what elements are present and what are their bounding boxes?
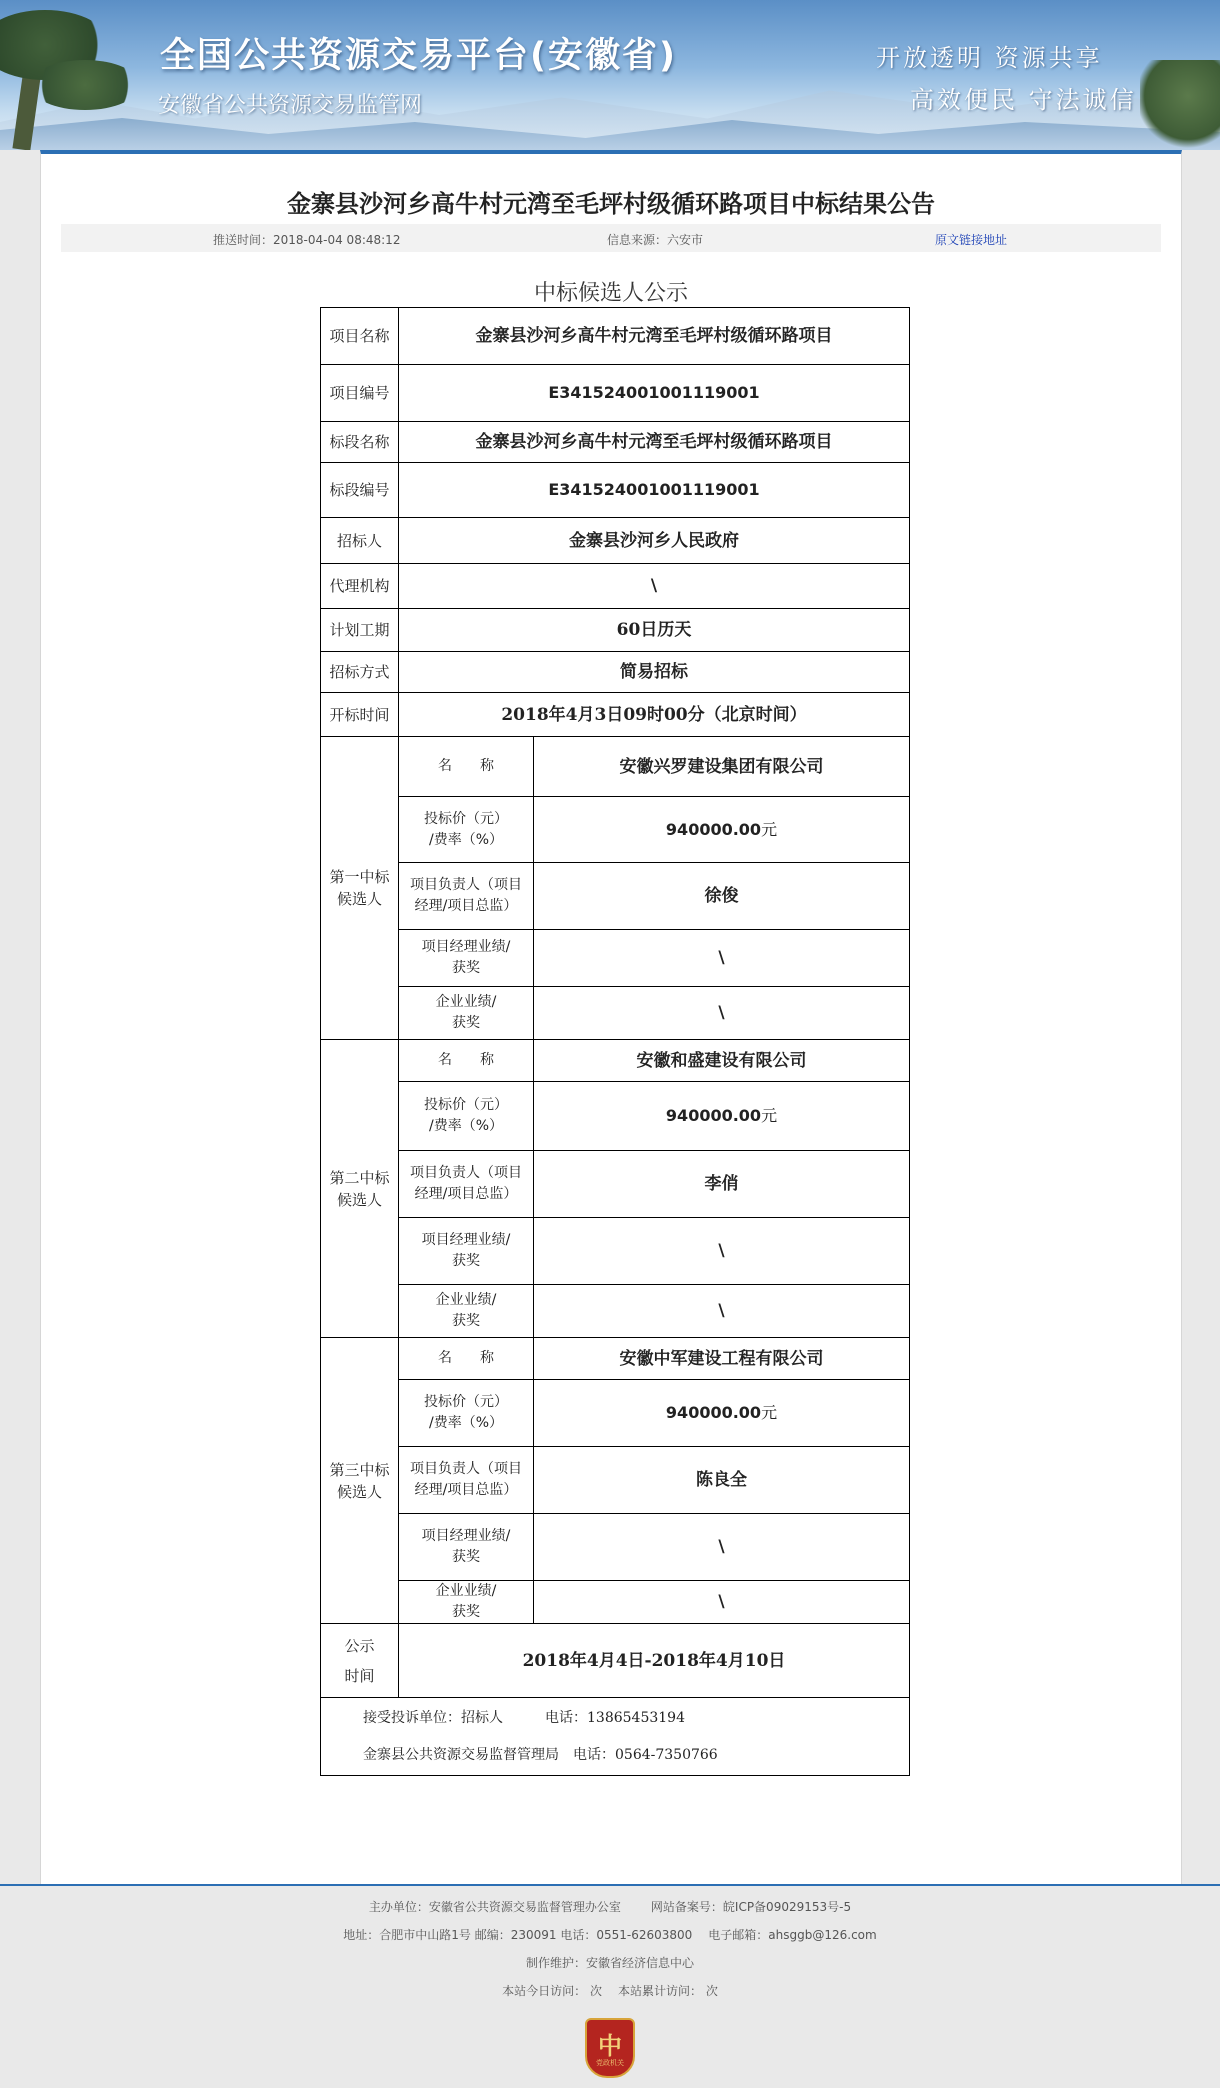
price-unit: 元 <box>761 1106 778 1125</box>
footer-line <box>0 1954 1220 1971</box>
label-line: 项目经理业绩/ <box>421 1232 511 1248</box>
badge-glyph: 中 <box>598 2032 622 2060</box>
label-line: 项目经理业绩/ <box>421 939 511 955</box>
label-line: 经理/项目总监） <box>414 1482 518 1498</box>
label-line: 企业业绩/ <box>435 994 497 1010</box>
company-perf-field-label <box>399 1285 534 1338</box>
candidate-2-company-perf: \ <box>534 1285 910 1338</box>
candidate-2-price-row <box>321 1082 910 1151</box>
visits-today: 本站今日访问： 次 <box>502 1984 602 1998</box>
label-line: /费率（%） <box>428 1415 504 1431</box>
candidate-label-line: 第一中标 <box>329 868 390 886</box>
price-field-label <box>399 797 534 863</box>
row-label: 招标方式 <box>321 652 399 693</box>
open-time-value: 2018年4月3日09时00分（北京时间） <box>399 693 910 737</box>
row-label: 项目名称 <box>321 308 399 365</box>
company-perf-field-label <box>399 1581 534 1624</box>
candidate-label-line: 候选人 <box>336 1190 382 1209</box>
row-label: 项目编号 <box>321 365 399 422</box>
slogan-line-1: 开放透明 资源共享 <box>876 44 1103 72</box>
manager-field-label <box>399 1447 534 1514</box>
project-name-value: 金寨县沙河乡高牛村元湾至毛坪村级循环路项目 <box>399 308 910 365</box>
label-line: 经理/项目总监） <box>414 898 518 914</box>
visits-total: 本站累计访问： 次 <box>618 1984 718 1998</box>
manager-field-label <box>399 863 534 930</box>
footer-address: 地址：合肥市中山路1号 邮编：230091 电话：0551-62603800 <box>343 1928 693 1942</box>
candidate-2-name: 安徽和盛建设有限公司 <box>534 1040 910 1082</box>
name-field-label: 名 称 <box>399 737 534 797</box>
footer-sponsor: 主办单位：安徽省公共资源交易监督管理办公室 <box>368 1900 621 1914</box>
duration-value: 60日历天 <box>399 609 910 652</box>
publicity-row <box>321 1624 910 1698</box>
candidate-1-manager-perf: \ <box>534 930 910 987</box>
label-line: /费率（%） <box>428 831 504 848</box>
manager-perf-field-label <box>399 1514 534 1581</box>
footer-email: 电子邮箱：ahsggb@126.com <box>708 1928 877 1942</box>
publicity-value: 2018年4月4日-2018年4月10日 <box>399 1624 910 1698</box>
candidate-label-line: 第二中标 <box>329 1168 390 1187</box>
candidate-1-price-row <box>321 797 910 863</box>
candidate-2-price <box>534 1082 910 1151</box>
label-line: 获奖 <box>452 1253 480 1269</box>
label-line: 项目负责人（项目 <box>410 1461 522 1477</box>
candidate-1-price <box>534 797 910 863</box>
company-perf-field-label <box>399 987 534 1040</box>
candidate-3-name-row <box>321 1338 910 1380</box>
row-label: 计划工期 <box>321 609 399 652</box>
price-amount: 940000.00 <box>665 1403 762 1422</box>
candidate-2-manager-perf: \ <box>534 1218 910 1285</box>
candidate-2-perf-row <box>321 1218 910 1285</box>
label-line: 企业业绩/ <box>435 1583 497 1599</box>
table-row <box>321 422 910 463</box>
label-line: 获奖 <box>452 960 480 976</box>
site-banner <box>0 0 1220 150</box>
candidate-3-name: 安徽中军建设工程有限公司 <box>534 1338 910 1380</box>
candidate-3-price-row <box>321 1380 910 1447</box>
name-field-label: 名 称 <box>399 1338 534 1380</box>
candidate-table <box>320 307 910 1776</box>
footer-line <box>0 1898 1220 1915</box>
complaint-contacts <box>321 1698 910 1776</box>
candidate-3-company-perf: \ <box>534 1581 910 1624</box>
price-amount: 940000.00 <box>665 1106 762 1125</box>
pine-foliage-icon <box>30 60 140 110</box>
contact-line-2: 金寨县公共资源交易监督管理局 电话：0564-7350766 <box>363 1746 718 1763</box>
push-time: 推送时间：2018-04-04 08:48:12 <box>213 233 401 247</box>
footer-line <box>0 1926 1220 1943</box>
article-meta-bar <box>61 224 1161 252</box>
label-line: 项目负责人（项目 <box>410 877 522 893</box>
table-row <box>321 365 910 422</box>
table-row <box>321 693 910 737</box>
candidate-label-line: 候选人 <box>336 890 382 908</box>
section-name-value: 金寨县沙河乡高牛村元湾至毛坪村级循环路项目 <box>399 422 910 463</box>
site-footer <box>0 1884 1220 2088</box>
candidate-label-line: 候选人 <box>336 1482 382 1501</box>
row-label: 招标人 <box>321 518 399 564</box>
candidate-3-label <box>321 1338 399 1624</box>
candidate-2-company-row <box>321 1285 910 1338</box>
site-subtitle: 安徽省公共资源交易监管网 <box>158 93 423 118</box>
candidate-label-line: 第三中标 <box>329 1460 390 1479</box>
label-line: 项目经理业绩/ <box>421 1528 511 1544</box>
candidate-2-manager-row <box>321 1151 910 1218</box>
candidate-1-manager-row <box>321 863 910 930</box>
candidate-1-company-perf: \ <box>534 987 910 1040</box>
candidate-3-company-row <box>321 1581 910 1624</box>
badge-caption: 党政机关 <box>596 2059 624 2067</box>
project-code-value: E341524001001119001 <box>399 365 910 422</box>
manager-perf-field-label <box>399 1218 534 1285</box>
publicity-label <box>321 1624 399 1698</box>
label-line: 获奖 <box>452 1313 480 1329</box>
candidate-1-manager: 徐俊 <box>534 863 910 930</box>
candidate-3-manager-row <box>321 1447 910 1514</box>
table-row <box>321 609 910 652</box>
party-government-badge-icon[interactable] <box>585 2018 635 2078</box>
label-line: 时间 <box>344 1666 375 1685</box>
footer-icp[interactable]: 网站备案号：皖ICP备09029153号-5 <box>650 1900 852 1914</box>
contact-line-1: 接受投诉单位：招标人 电话：13865453194 <box>363 1709 685 1726</box>
footer-line <box>0 1982 1220 1999</box>
label-line: /费率（%） <box>428 1118 504 1134</box>
notice-heading: 中标候选人公示 <box>533 281 688 306</box>
table-row <box>321 463 910 518</box>
candidate-3-manager: 陈良全 <box>534 1447 910 1514</box>
site-title[interactable]: 全国公共资源交易平台(安徽省) <box>160 36 677 76</box>
candidate-3-manager-perf: \ <box>534 1514 910 1581</box>
original-link[interactable]: 原文链接地址 <box>935 233 1008 247</box>
candidate-1-label <box>321 737 399 1040</box>
label-line: 投标价（元） <box>424 810 508 827</box>
price-unit: 元 <box>761 819 778 839</box>
candidate-3-perf-row <box>321 1514 910 1581</box>
candidate-1-name: 安徽兴罗建设集团有限公司 <box>534 737 910 797</box>
row-label: 开标时间 <box>321 693 399 737</box>
label-line: 获奖 <box>452 1604 480 1620</box>
candidate-3-price <box>534 1380 910 1447</box>
label-line: 投标价（元） <box>424 1097 508 1113</box>
footer-maintainer: 制作维护：安徽省经济信息中心 <box>525 1956 694 1970</box>
method-value: 简易招标 <box>399 652 910 693</box>
slogan-line-2: 高效便民 守法诚信 <box>910 86 1137 114</box>
info-source: 信息来源：六安市 <box>607 233 704 247</box>
agency-value: \ <box>399 564 910 609</box>
candidate-1-company-row <box>321 987 910 1040</box>
label-line: 企业业绩/ <box>435 1292 497 1308</box>
candidate-2-manager: 李俏 <box>534 1151 910 1218</box>
content-panel <box>40 150 1182 1888</box>
manager-field-label <box>399 1151 534 1218</box>
label-line: 经理/项目总监） <box>414 1186 518 1202</box>
candidate-1-name-row <box>321 737 910 797</box>
price-unit: 元 <box>761 1403 778 1422</box>
manager-perf-field-label <box>399 930 534 987</box>
article-title: 金寨县沙河乡高牛村元湾至毛坪村级循环路项目中标结果公告 <box>287 190 935 218</box>
candidate-2-name-row <box>321 1040 910 1082</box>
candidate-2-label <box>321 1040 399 1338</box>
candidate-1-perf-row <box>321 930 910 987</box>
section-code-value: E341524001001119001 <box>399 463 910 518</box>
contact-row <box>321 1698 910 1776</box>
label-line: 获奖 <box>452 1015 480 1031</box>
label-line: 投标价（元） <box>424 1394 508 1410</box>
tenderer-value: 金寨县沙河乡人民政府 <box>399 518 910 564</box>
label-line: 公示 <box>344 1636 375 1655</box>
price-amount: 940000.00 <box>665 819 762 839</box>
table-row <box>321 564 910 609</box>
table-row <box>321 652 910 693</box>
label-line: 项目负责人（项目 <box>410 1165 522 1181</box>
name-field-label: 名 称 <box>399 1040 534 1082</box>
label-line: 获奖 <box>452 1549 480 1565</box>
table-row <box>321 518 910 564</box>
tree-icon <box>1140 60 1220 150</box>
row-label: 标段名称 <box>321 422 399 463</box>
row-label: 标段编号 <box>321 463 399 518</box>
price-field-label <box>399 1082 534 1151</box>
price-field-label <box>399 1380 534 1447</box>
table-row <box>321 308 910 365</box>
row-label: 代理机构 <box>321 564 399 609</box>
